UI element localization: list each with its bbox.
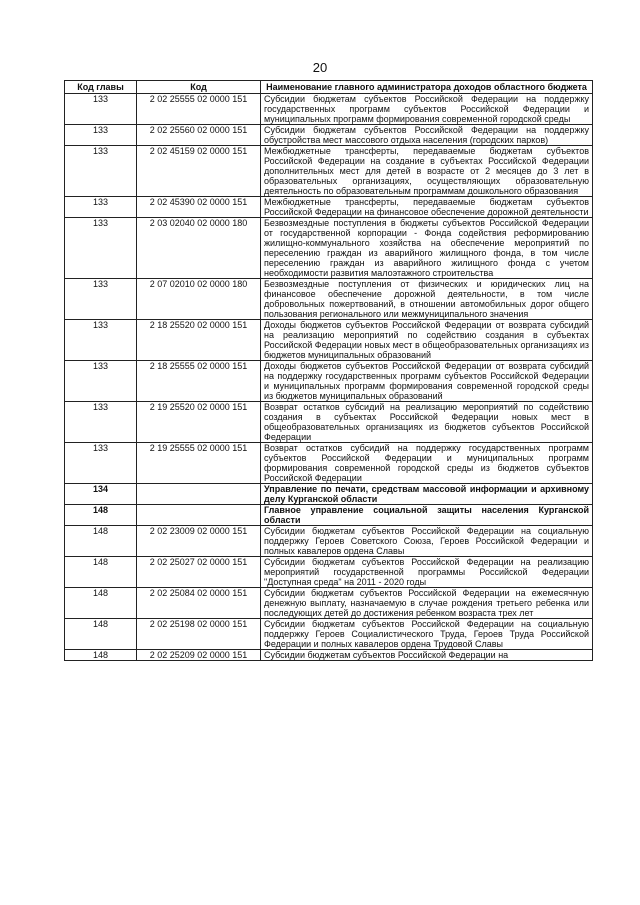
row-name: Доходы бюджетов субъектов Российской Федерации от возврата субсидий на реализацию мероприятий по содействию создания в субъектах Российской Федерации новых мест в общеобразовательных организациях из бюджетов муниципальных образований	[261, 320, 593, 361]
row-code: 2 02 25209 02 0000 151	[137, 650, 261, 661]
row-code: 2 02 25560 02 0000 151	[137, 125, 261, 146]
row-code	[137, 505, 261, 526]
table-row	[65, 125, 593, 146]
row-name: Межбюджетные трансферты, передаваемые бюджетам субъектов Российской Федерации на создание в субъектах Российской Федерации дополнительных мест для детей в возрасте от 2 месяцев до 3 лет в образовательных организациях, осуществляющих образовательную деятельность по образовательным программам дошкольного образования	[261, 146, 593, 197]
row-chapter-code: 133	[65, 443, 137, 484]
row-code: 2 02 25555 02 0000 151	[137, 94, 261, 125]
table-row	[65, 557, 593, 588]
row-code: 2 02 25027 02 0000 151	[137, 557, 261, 588]
row-code: 2 19 25520 02 0000 151	[137, 402, 261, 443]
header-chapter-code: Код главы	[65, 81, 137, 94]
row-name: Главное управление социальной защиты населения Курганской области	[261, 505, 593, 526]
table-row	[65, 218, 593, 279]
row-name: Безвозмездные поступления в бюджеты субъектов Российской Федерации от государственной корпорации - Фонда содействия реформированию жилищно-коммунального хозяйства на обеспечение мероприятий по переселению граждан из аварийного жилищного фонда, в том числе переселению граждан из аварийного жилищного фонда с учетом необходимости развития малоэтажного строительства	[261, 218, 593, 279]
row-name: Субсидии бюджетам субъектов Российской Федерации на реализацию мероприятий государственной программы Российской Федерации "Доступная среда" на 2011 - 2020 годы	[261, 557, 593, 588]
header-code: Код	[137, 81, 261, 94]
table-row	[65, 526, 593, 557]
row-name: Субсидии бюджетам субъектов Российской Федерации на ежемесячную денежную выплату, назначаемую в случае рождения третьего ребенка или последующих детей до достижения ребенком возраста трех лет	[261, 588, 593, 619]
header-name: Наименование главного администратора доходов областного бюджета	[261, 81, 593, 94]
row-code: 2 19 25555 02 0000 151	[137, 443, 261, 484]
table-row	[65, 443, 593, 484]
row-code: 2 02 23009 02 0000 151	[137, 526, 261, 557]
row-name: Возврат остатков субсидий на реализацию мероприятий по содействию создания в субъектах Российской Федерации новых мест в общеобразовательных организациях из бюджетов субъектов Российской Федерации	[261, 402, 593, 443]
table-row	[65, 279, 593, 320]
row-name: Безвозмездные поступления от физических и юридических лиц на финансовое обеспечение дорожной деятельности, в том числе добровольных пожертвований, в отношении автомобильных дорог общего пользования регионального или межмуниципального значения	[261, 279, 593, 320]
table-row	[65, 505, 593, 526]
table-header-row	[65, 81, 593, 94]
row-name: Межбюджетные трансферты, передаваемые бюджетам субъектов Российской Федерации на финансовое обеспечение дорожной деятельности	[261, 197, 593, 218]
row-chapter-code: 148	[65, 505, 137, 526]
table-row	[65, 197, 593, 218]
row-chapter-code: 134	[65, 484, 137, 505]
table-row	[65, 619, 593, 650]
row-chapter-code: 133	[65, 279, 137, 320]
row-code: 2 02 45159 02 0000 151	[137, 146, 261, 197]
table-row	[65, 588, 593, 619]
row-chapter-code: 148	[65, 526, 137, 557]
row-chapter-code: 133	[65, 197, 137, 218]
row-chapter-code: 133	[65, 402, 137, 443]
row-code	[137, 484, 261, 505]
row-code: 2 02 25084 02 0000 151	[137, 588, 261, 619]
row-code: 2 02 45390 02 0000 151	[137, 197, 261, 218]
revenue-administrators-table	[64, 80, 593, 661]
row-code: 2 07 02010 02 0000 180	[137, 279, 261, 320]
row-name: Субсидии бюджетам субъектов Российской Федерации на	[261, 650, 593, 661]
row-name: Субсидии бюджетам субъектов Российской Федерации на социальную поддержку Героев Социалистического Труда, Героев Труда Российской Федерации и полных кавалеров ордена Трудовой Славы	[261, 619, 593, 650]
row-name: Субсидии бюджетам субъектов Российской Федерации на поддержку обустройства мест массового отдыха населения (городских парков)	[261, 125, 593, 146]
page-number: 20	[312, 60, 328, 75]
table-body	[65, 94, 593, 661]
row-name: Доходы бюджетов субъектов Российской Федерации от возврата субсидий на поддержку государственных программ субъектов Российской Федерации и муниципальных программ формирования современной городской среды из бюджетов муниципальных образований	[261, 361, 593, 402]
row-chapter-code: 133	[65, 146, 137, 197]
row-name: Субсидии бюджетам субъектов Российской Федерации на поддержку государственных программ субъектов Российской Федерации и муниципальных программ формирования современной городской среды	[261, 94, 593, 125]
row-name: Субсидии бюджетам субъектов Российской Федерации на социальную поддержку Героев Советского Союза, Героев Российской Федерации и полных кавалеров ордена Славы	[261, 526, 593, 557]
row-chapter-code: 133	[65, 94, 137, 125]
row-chapter-code: 148	[65, 650, 137, 661]
table-row	[65, 320, 593, 361]
table-row	[65, 361, 593, 402]
row-chapter-code: 133	[65, 125, 137, 146]
row-name: Возврат остатков субсидий на поддержку государственных программ субъектов Российской Федерации и муниципальных программ формирования современной городской среды из бюджетов субъектов Российской Федерации	[261, 443, 593, 484]
row-code: 2 03 02040 02 0000 180	[137, 218, 261, 279]
row-chapter-code: 148	[65, 588, 137, 619]
row-name: Управление по печати, средствам массовой информации и архивному делу Курганской области	[261, 484, 593, 505]
row-chapter-code: 133	[65, 218, 137, 279]
table-row	[65, 402, 593, 443]
row-chapter-code: 133	[65, 361, 137, 402]
row-code: 2 02 25198 02 0000 151	[137, 619, 261, 650]
row-chapter-code: 148	[65, 619, 137, 650]
row-code: 2 18 25520 02 0000 151	[137, 320, 261, 361]
row-chapter-code: 133	[65, 320, 137, 361]
row-code: 2 18 25555 02 0000 151	[137, 361, 261, 402]
table-row	[65, 146, 593, 197]
row-chapter-code: 148	[65, 557, 137, 588]
table-row	[65, 484, 593, 505]
table-row	[65, 650, 593, 661]
table-row	[65, 94, 593, 125]
